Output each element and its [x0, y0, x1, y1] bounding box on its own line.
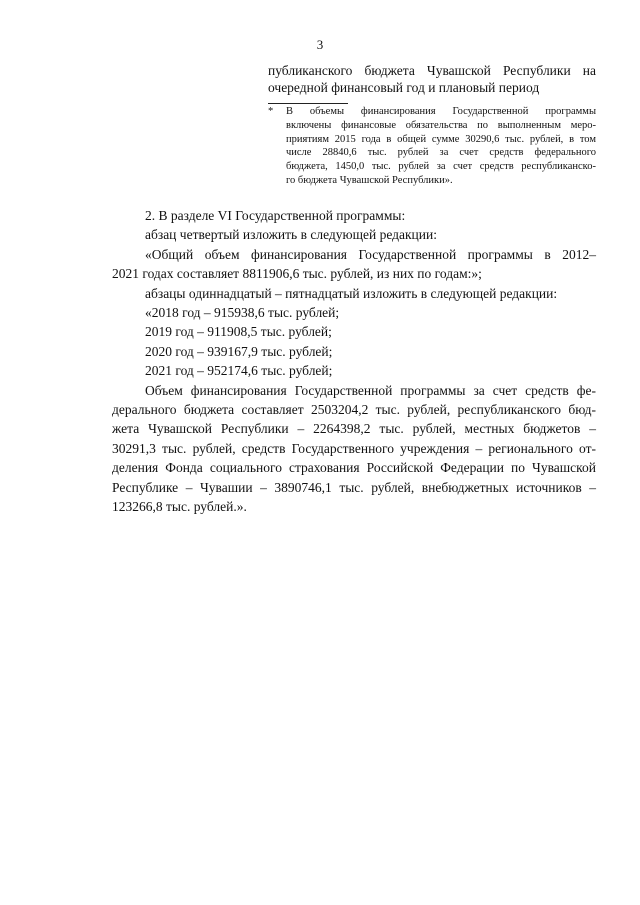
paragraph-line: жета Чувашской Республики – 2264398,2 тыс. рублей, местных бюджетов – — [112, 421, 596, 437]
footnote-line: числе 28840,6 тыс. рублей за счет средств федерального — [286, 147, 596, 159]
footnote — [268, 105, 596, 188]
paragraph-line: 2019 год – 911908,5 тыс. рублей; — [145, 324, 332, 340]
footnote-line: го бюджета Чувашской Республики». — [286, 174, 453, 186]
paragraph-line: 2021 годах составляет 8811906,6 тыс. рублей, из них по годам:»; — [112, 266, 482, 282]
paragraph-line: «2018 год – 915938,6 тыс. рублей; — [145, 305, 340, 321]
footnote-marker: * — [268, 106, 274, 117]
paragraph-line: абзацы одиннадцатый – пятнадцатый изложить в следующей редакции: — [145, 285, 558, 301]
paragraph-line: 2. В разделе VI Государственной программы: — [145, 208, 406, 223]
paragraph-line: Объем финансирования Государственной программы за счет средств фе- — [145, 382, 596, 398]
header-line: очередной финансовый год и плановый период — [268, 80, 540, 95]
footnote-line — [268, 105, 596, 119]
header-continuation — [268, 62, 596, 96]
paragraph-line: деления Фонда социального страхования Российской Федерации по Чувашской — [112, 460, 596, 476]
page-number: 3 — [316, 37, 324, 52]
paragraph-line: «Общий объем финансирования Государственной программы в 2012– — [145, 246, 596, 262]
footnote-line: включены финансовые обязательства по выполненным меро- — [286, 119, 596, 131]
paragraph-line: 2020 год – 939167,9 тыс. рублей; — [145, 343, 333, 359]
header-line: публиканского бюджета Чувашской Республики на — [268, 63, 596, 78]
paragraph-line: 123266,8 тыс. рублей.». — [112, 499, 247, 515]
paragraph-line: 2021 год – 952174,6 тыс. рублей; — [145, 363, 333, 379]
footnote-text: В объемы финансирования Государственной программы — [286, 106, 596, 117]
paragraph-line: абзац четвертый изложить в следующей редакции: — [145, 227, 437, 243]
footnote-rule — [268, 103, 348, 104]
paragraph-line: 30291,3 тыс. рублей, средств Государственного учреждения – регионального от- — [112, 440, 596, 456]
paragraph-line: дерального бюджета составляет 2503204,2 тыс. рублей, республиканского бюд- — [112, 402, 596, 418]
footnote-line: приятиям 2015 года в общей сумме 30290,6 тыс. рублей, в том — [286, 133, 596, 145]
paragraph-line: Республике – Чувашии – 3890746,1 тыс. рублей, внебюджетных источников – — [112, 479, 596, 495]
footnote-line: бюджета, 1450,0 тыс. рублей за счет средств республиканско- — [286, 161, 596, 173]
main-text — [112, 206, 596, 517]
